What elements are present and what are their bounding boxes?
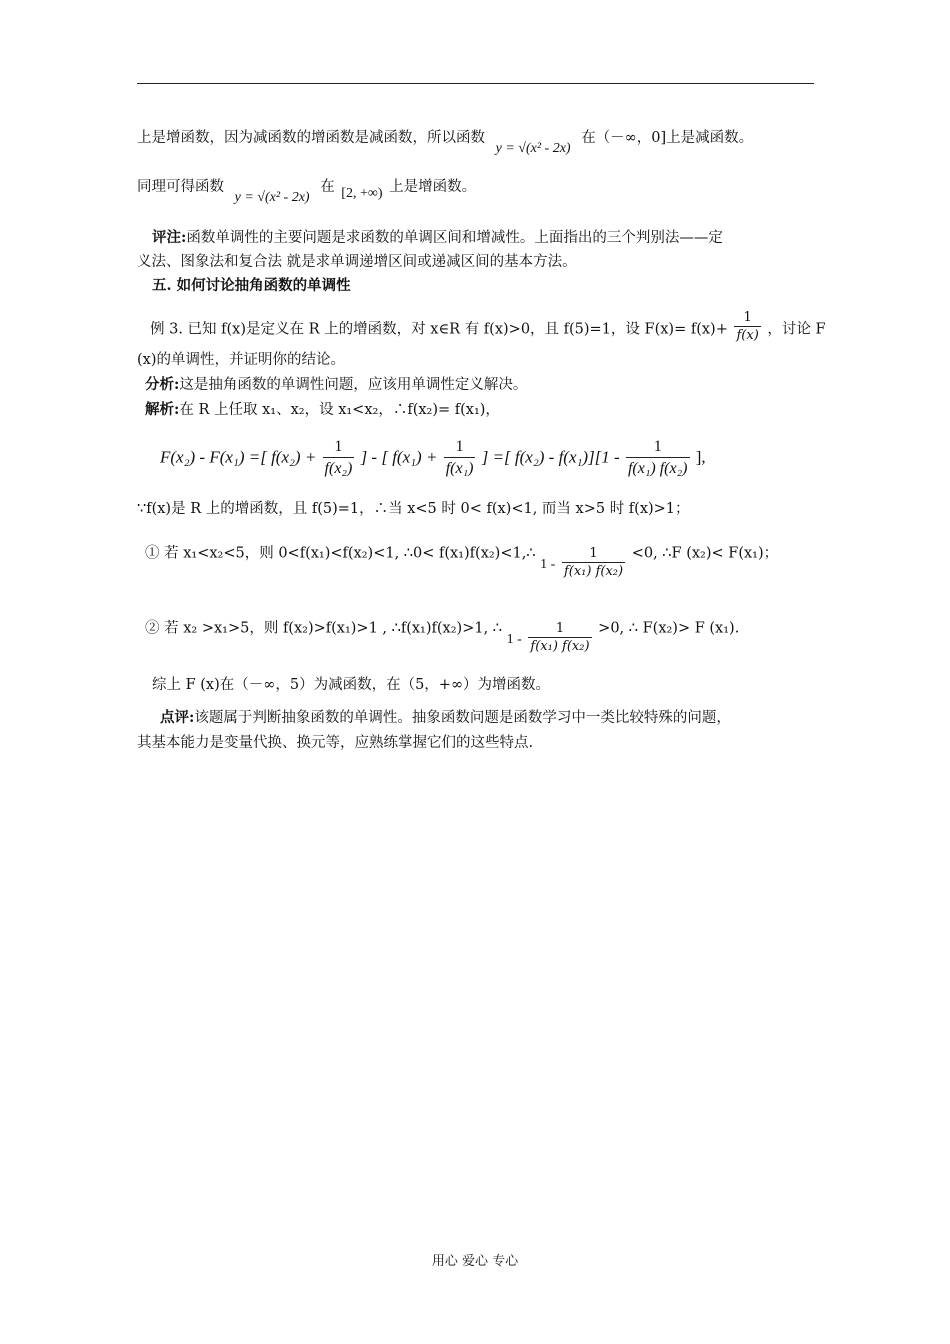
example3-line1 [150,312,826,347]
case2-fraction [528,621,591,656]
page-footer: 用心 爱心 专心 [431,1254,519,1269]
big-formula-frac1 [323,437,355,480]
comment1-line2 [137,252,577,272]
para1-text-after: 在（－∞，0]上是减函数。 [581,130,754,146]
comment1-text2: 义法、图象法和复合法 就是求单调递增区间或递减区间的基本方法。 [137,254,577,270]
case2-line [145,611,740,654]
example3-text-line2: (x)的单调性，并证明你的结论。 [137,352,345,368]
case1-frac-num: 1 [589,546,598,561]
para1-text-before: 上是增函数，因为减函数的增函数是减函数，所以函数 [137,130,485,146]
header-rule [137,83,814,84]
example3-frac-num: 1 [743,310,752,325]
case2-text-a: ② 若 x₂ >x₁>5，则 f(x₂)>f(x₁)>1 , ∴f(x₁)f(x₂)>1, ∴ [145,620,503,637]
case1-frac-den: f(x₁) f(x₂) [563,564,624,579]
big-formula [160,437,706,480]
case2-frac-num: 1 [555,621,565,636]
case1-text-a: ① 若 x₁<x₂<5，则 0<f(x₁)<f(x₂)<1, ∴0< f(x₁)f(x₂)<1,∴ [145,545,536,562]
para2-text-after: 上是增函数。 [389,179,477,195]
comment2-line1 [160,708,731,728]
analysis-text: 这是抽角函数的单调性问题，应该用单调性定义解决。 [179,377,528,393]
case1-one-minus: 1 - [540,556,556,572]
big-formula-frac3-num: 1 [653,438,662,455]
example3-frac-den: f(x) [736,328,759,343]
comment2-label: 点评: [160,709,195,726]
big-formula-frac3-den: f(x₁) f(x₂) [626,457,690,480]
para2-text-mid: 在 [320,179,335,195]
big-formula-frac1-den: f(x₂) [323,457,355,480]
example3-fraction [734,310,760,345]
comment1-line1 [152,228,723,248]
case1-fraction [562,546,625,581]
comment2-text1: 该题属于判断抽象函数的单调性。抽象函数问题是函数学习中一类比较特殊的问题， [194,710,731,726]
para2-text-before: 同理可得函数 [137,179,224,195]
big-formula-frac2 [444,437,476,480]
big-formula-frac2-num: 1 [455,438,464,455]
case2-one-minus: 1 - [506,631,522,647]
big-formula-part4: ], [695,447,706,467]
solution-text: 在 R 上任取 x₁、x₂，设 x₁<x₂，∴f(x₂)= f(x₁)， [179,402,500,418]
case1-text-b: <0, ∴F (x₂)< F(x₁)； [631,545,779,562]
big-formula-part2: ] - [ f(x₁) + [360,447,438,467]
big-formula-frac2-den: f(x₁) [444,457,476,480]
big-formula-frac3 [626,437,690,480]
para2-formula: y = √(x² - 2x) [234,190,310,205]
comment2-text2: 其基本能力是变量代换、换元等，应熟练掌握它们的这些特点. [137,735,534,751]
comment2-line2 [137,733,533,753]
summary-line: 综上 F (x)在（－∞，5）为减函数，在（5，+∞）为增函数。 [152,677,551,693]
case2-text-b: >0, ∴ F(x₂)> F (x₁). [598,620,740,637]
big-formula-part1: F(x₂) - F(x₁) =[ f(x₂) + [160,447,317,467]
analysis-label: 分析: [145,376,180,393]
because-line: ∵f(x)是 R 上的增函数，且 f(5)=1，∴当 x<5 时 0< f(x)<1, 而当 x>5 时 f(x)>1； [137,501,690,517]
section5-heading: 五. 如何讨论抽角函数的单调性 [152,277,351,294]
para2-interval: [2, +∞) [341,186,383,201]
comment1-text1: 函数单调性的主要问题是求函数的单调区间和增减性。上面指出的三个判别法——定 [186,230,723,246]
solution-label: 解析: [145,401,180,418]
solution-line [145,400,500,420]
big-formula-frac1-num: 1 [334,438,343,455]
analysis-line [145,375,527,395]
case2-frac-den: f(x₁) f(x₂) [530,639,590,654]
example3-text-a: 例 3. 已知 f(x)是定义在 R 上的增函数，对 x∈R 有 f(x)>0，且 f(5)=1，设 F(x)= f(x)+ [150,321,728,338]
para1-formula: y = √(x² - 2x) [495,141,571,156]
case1-line [145,536,779,579]
big-formula-part3: ] =[ f(x₂) - f(x₁)][1 - [481,447,620,467]
comment1-label: 评注: [152,229,187,246]
para1-line [137,128,754,156]
example3-text-b: ，讨论 F [767,321,826,338]
example3-line2 [137,350,345,370]
para2-line [137,177,477,205]
